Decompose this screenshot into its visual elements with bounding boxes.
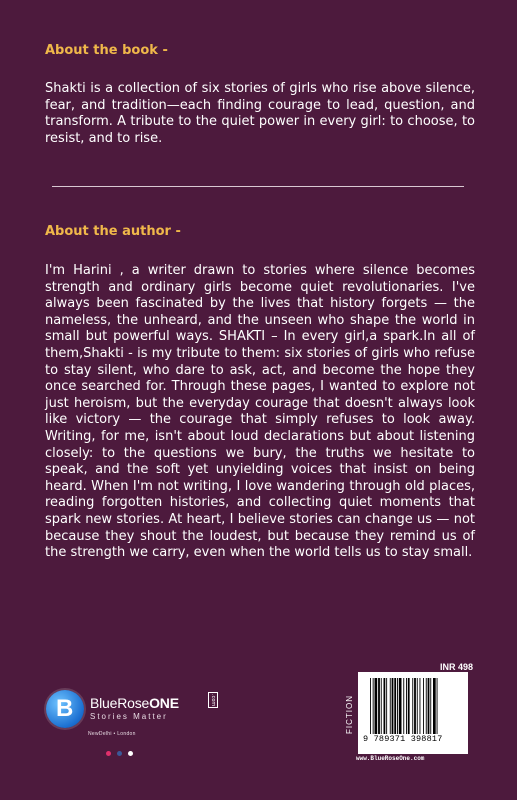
- category-label: FICTION: [345, 695, 354, 735]
- publisher-cities: NewDelhi • London: [88, 731, 136, 737]
- publisher-logo: [46, 690, 246, 750]
- publisher-website: www.BlueRoseOne.com: [356, 755, 425, 762]
- barcode: [358, 672, 468, 754]
- about-author-heading: About the author -: [45, 224, 181, 239]
- publisher-name-regular: BlueRose: [90, 695, 150, 711]
- x-icon: [128, 751, 133, 756]
- publisher-name: [90, 695, 179, 711]
- logo-letter: B: [56, 695, 74, 722]
- about-book-text: Shakti is a collection of six stories of girls who rise above silence, fear, and tradition—each finding courage to lead, question, and transform. A tribute to the quiet power in every girl: to choose, to resist, and to rise.: [45, 81, 475, 146]
- about-author-text: I'm Harini , a writer drawn to stories where silence becomes strength and ordinary girls become quiet revolutionaries. I've always been fascinated by the lives that history forgets — the nameless, the unheard, and the unseen who shape the world in small but powerful ways. SHAKTI – In every girl,a spark.In all of them,Shakti - is my tribute to them: six stories of girls who refuse to stay silent, who dare to ask, act, and become the hope they once searched for. Through these pages, I wanted to explore not just heroism, but the everyday courage that doesn't always look like victory — the courage that simply refuses to look away. Writing, for me, isn't about loud declarations but about listening closely: to the questions we bury, the truths we hesitate to speak, and the soft yet unyielding voices that insist on being heard. When I'm not writing, I love wandering through old places, reading forgotten histories, and collecting quiet moments that spark new stories. At heart, I believe stories can change us — not because they shout the loudest, but because they remind us of the strength we carry, even when the world tells us to stay small.: [45, 263, 475, 561]
- facebook-icon: [117, 751, 122, 756]
- about-book-heading: About the book -: [45, 43, 168, 58]
- publisher-domain-box: .com: [210, 694, 216, 707]
- isbn-number: 9 789371 398817: [363, 734, 443, 744]
- instagram-icon: [106, 751, 111, 756]
- publisher-tagline: Stories Matter: [90, 712, 168, 721]
- section-divider: [52, 186, 464, 187]
- publisher-name-bold: ONE: [149, 695, 179, 711]
- bluerose-logo-icon: [46, 690, 84, 728]
- price-label: INR 498: [440, 662, 474, 672]
- social-icons: [106, 741, 134, 760]
- barcode-bars: [370, 678, 462, 734]
